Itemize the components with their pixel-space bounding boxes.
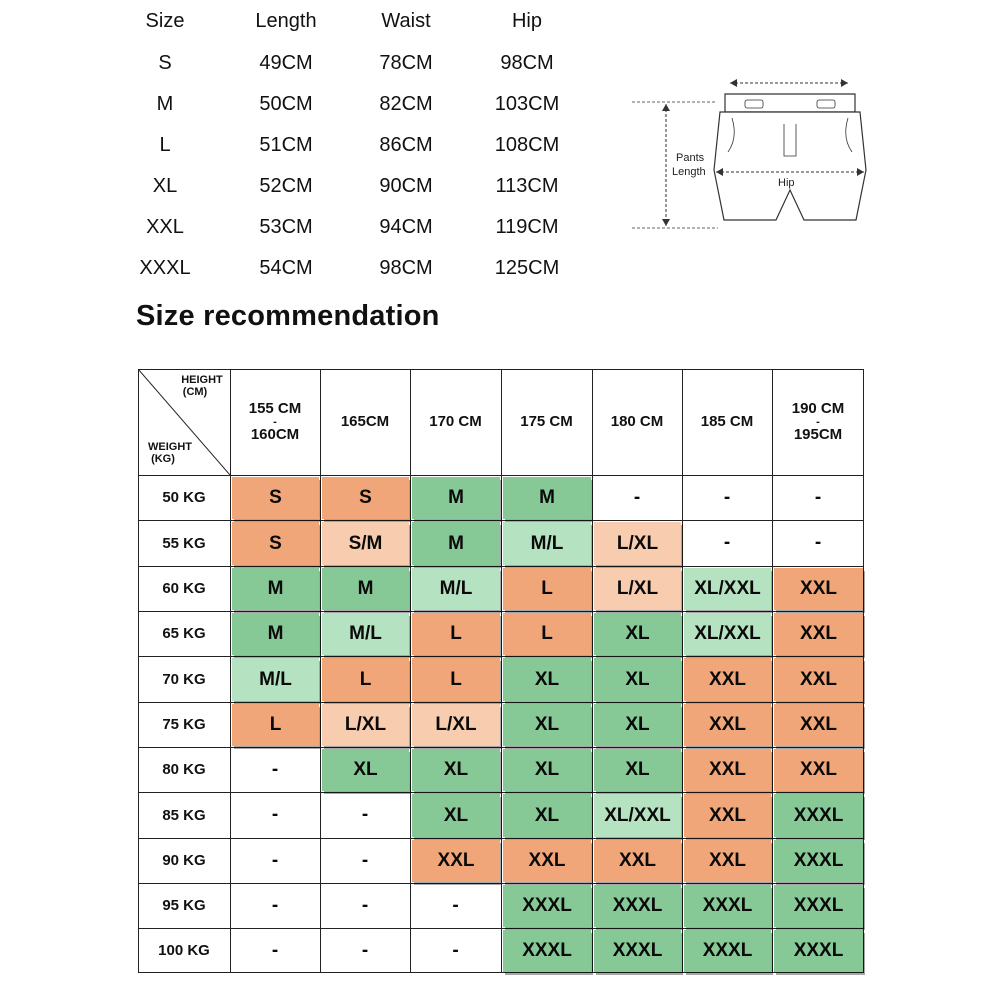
size-recommendation-cell: XL/XXL — [594, 794, 681, 837]
weight-row-label: 95 KG — [162, 897, 206, 914]
size-recommendation-cell: L — [322, 658, 409, 701]
height-axis-label: HEIGHT (CM) — [181, 374, 223, 398]
size-recommendation-cell: L — [503, 613, 591, 655]
size-recommendation-cell: M — [322, 568, 409, 610]
size-table-cell: 53CM — [259, 216, 313, 238]
size-recommendation-cell: XXL — [774, 704, 863, 746]
shorts-measurement-diagram — [620, 60, 880, 240]
size-recommendation-cell: XL — [594, 613, 681, 655]
size-recommendation-cell: XXXL — [684, 885, 771, 927]
size-recommendation-cell: S — [232, 522, 319, 565]
size-recommendation-cell: XXXL — [774, 885, 863, 927]
size-table-cell: 52CM — [259, 175, 313, 197]
size-recommendation-title: Size recommendation — [136, 300, 440, 332]
size-recommendation-cell: XL/XXL — [684, 568, 771, 610]
size-recommendation-cell: L — [503, 568, 591, 610]
size-table-cell: 119CM — [495, 216, 559, 238]
height-header-line2: 160CM — [250, 426, 300, 443]
size-recommendation-cell: XXL — [412, 840, 500, 882]
size-recommendation-cell: M — [232, 613, 319, 655]
hip-label: Hip — [778, 177, 795, 189]
size-recommendation-cell: XXL — [684, 794, 771, 837]
size-recommendation-cell: M — [412, 477, 500, 519]
size-recommendation-cell: XXXL — [774, 840, 863, 882]
height-column-header — [682, 369, 772, 475]
weight-row-label: 55 KG — [162, 534, 206, 552]
empty-recommendation-cell: - — [271, 939, 279, 961]
size-recommendation-cell: XL — [594, 749, 681, 791]
size-recommendation-cell: M — [412, 522, 500, 565]
weight-row-label: 50 KG — [162, 489, 206, 506]
size-recommendation-cell: M — [503, 477, 591, 519]
size-recommendation-cell: XXL — [503, 840, 591, 882]
size-recommendation-cell: XXL — [774, 613, 863, 655]
size-table-cell: 54CM — [259, 257, 313, 279]
size-recommendation-cell: XL — [503, 794, 591, 837]
size-recommendation-cell: XXXL — [503, 885, 591, 927]
size-table-cell: 98CM — [500, 52, 554, 74]
height-header-dash: - — [816, 416, 820, 428]
size-table-cell: 51CM — [259, 134, 313, 156]
size-recommendation-grid — [138, 369, 864, 973]
size-recommendation-cell: XXXL — [774, 794, 863, 837]
height-column-header — [592, 369, 682, 475]
height-column-header — [772, 369, 864, 475]
size-table-cell: M — [156, 93, 174, 115]
size-table-cell: 103CM — [494, 93, 560, 115]
weight-row-label: 75 KG — [162, 716, 206, 733]
size-recommendation-cell: XXL — [594, 840, 681, 882]
grid-line-horizontal — [138, 656, 864, 657]
weight-row-label: 60 KG — [162, 580, 206, 597]
size-recommendation-cell: XXL — [684, 749, 771, 791]
empty-recommendation-cell: - — [271, 758, 279, 780]
empty-recommendation-cell: - — [361, 849, 369, 871]
size-table-cell: 50CM — [259, 93, 313, 115]
empty-recommendation-cell: - — [271, 894, 279, 916]
empty-recommendation-cell: - — [361, 939, 369, 961]
grid-line-horizontal — [138, 611, 864, 612]
size-table-cell: 98CM — [379, 257, 433, 279]
height-header-line1: 165CM — [340, 413, 390, 430]
empty-recommendation-cell: - — [452, 894, 459, 916]
size-recommendation-cell: XXL — [684, 704, 771, 746]
weight-row-label: 80 KG — [162, 761, 206, 778]
empty-recommendation-cell: - — [723, 532, 731, 553]
grid-line-horizontal — [138, 566, 864, 567]
size-recommendation-cell: M — [232, 568, 319, 610]
size-table-cell: 108CM — [494, 134, 560, 156]
size-recommendation-cell: S — [322, 477, 409, 519]
height-header-dash: - — [273, 416, 277, 428]
height-header-line1: 190 CM — [791, 400, 845, 417]
size-recommendation-cell: S — [232, 477, 319, 519]
size-recommendation-cell: XL — [503, 749, 591, 791]
empty-recommendation-cell: - — [723, 486, 731, 508]
size-recommendation-cell: XL — [503, 704, 591, 746]
height-header-line1: 180 CM — [610, 413, 664, 430]
empty-recommendation-cell: - — [814, 486, 822, 508]
weight-axis-label: WEIGHT (KG) — [148, 441, 192, 465]
size-recommendation-cell: M/L — [503, 522, 591, 565]
size-recommendation-cell: M/L — [232, 658, 319, 701]
size-recommendation-cell: XXXL — [684, 930, 771, 972]
weight-row-label: 100 KG — [158, 942, 210, 959]
empty-recommendation-cell: - — [271, 849, 279, 871]
size-recommendation-cell: L — [412, 613, 500, 655]
size-recommendation-cell: M/L — [322, 613, 409, 655]
size-recommendation-cell: L/XL — [594, 568, 681, 610]
weight-row-label: 85 KG — [162, 806, 206, 824]
height-column-header — [320, 369, 410, 475]
height-header-line2: 195CM — [793, 426, 843, 443]
shorts-diagram-icon — [620, 60, 880, 240]
grid-line-horizontal — [138, 702, 864, 703]
height-header-line1: 170 CM — [429, 413, 482, 430]
size-recommendation-cell: XXL — [684, 658, 771, 701]
size-recommendation-cell: L/XL — [412, 704, 500, 746]
size-table-cell: L — [159, 134, 171, 156]
size-table-header: Waist — [381, 10, 431, 32]
size-recommendation-cell: XL — [412, 794, 500, 837]
weight-row-label: 65 KG — [162, 625, 206, 642]
size-chart-table — [0, 0, 600, 290]
height-header-line1: 155 CM — [248, 400, 302, 417]
size-recommendation-cell: XL — [412, 749, 500, 791]
size-recommendation-cell: XXL — [774, 658, 863, 701]
size-table-cell: 82CM — [379, 93, 433, 115]
size-recommendation-cell: L/XL — [594, 522, 681, 565]
size-table-cell: 113CM — [495, 175, 559, 197]
size-table-cell: 94CM — [379, 216, 433, 238]
size-recommendation-cell: L — [232, 704, 319, 746]
empty-recommendation-cell: - — [814, 532, 822, 553]
size-recommendation-cell: XL — [594, 658, 681, 701]
height-column-header — [501, 369, 592, 475]
empty-recommendation-cell: - — [633, 486, 641, 508]
height-column-header — [410, 369, 501, 475]
size-recommendation-cell: XXXL — [594, 885, 681, 927]
empty-recommendation-cell: - — [361, 894, 369, 916]
size-table-cell: 90CM — [379, 175, 433, 197]
height-header-line1: 175 CM — [520, 413, 573, 430]
size-recommendation-cell: XXL — [684, 840, 771, 882]
empty-recommendation-cell: - — [452, 939, 459, 961]
size-recommendation-cell: XXXL — [594, 930, 681, 972]
size-table-header: Hip — [511, 10, 543, 32]
size-table-cell: S — [158, 52, 172, 74]
size-recommendation-cell: XL — [503, 658, 591, 701]
size-recommendation-cell: L — [412, 658, 500, 701]
height-column-header — [230, 369, 320, 475]
size-recommendation-cell: XL/XXL — [684, 613, 771, 655]
length-label: Length — [672, 166, 706, 178]
empty-recommendation-cell: - — [271, 804, 279, 825]
size-recommendation-cell: XXXL — [503, 930, 591, 972]
size-table-header: Size — [145, 10, 185, 32]
size-recommendation-cell: XL — [322, 749, 409, 791]
size-recommendation-cell: M/L — [412, 568, 500, 610]
height-header-line1: 185 CM — [700, 413, 754, 430]
size-table-cell: 86CM — [379, 134, 433, 156]
size-recommendation-cell: S/M — [322, 522, 409, 565]
size-table-cell: XXXL — [139, 257, 191, 279]
empty-recommendation-cell: - — [361, 804, 369, 825]
size-table-cell: XXL — [146, 216, 184, 238]
size-table-cell: 125CM — [494, 257, 560, 279]
size-recommendation-cell: XL — [594, 704, 681, 746]
weight-row-label: 70 KG — [162, 670, 206, 688]
weight-row-label: 90 KG — [162, 852, 206, 869]
size-recommendation-cell: XXXL — [774, 930, 863, 972]
size-table-cell: 49CM — [259, 52, 313, 74]
size-recommendation-cell: XXL — [774, 568, 863, 610]
size-table-cell: XL — [152, 175, 178, 197]
pants-label: Pants — [676, 152, 705, 164]
size-recommendation-cell: L/XL — [322, 704, 409, 746]
size-table-header: Length — [255, 10, 317, 32]
size-table-cell: 78CM — [379, 52, 433, 74]
size-recommendation-cell: XXL — [774, 749, 863, 791]
